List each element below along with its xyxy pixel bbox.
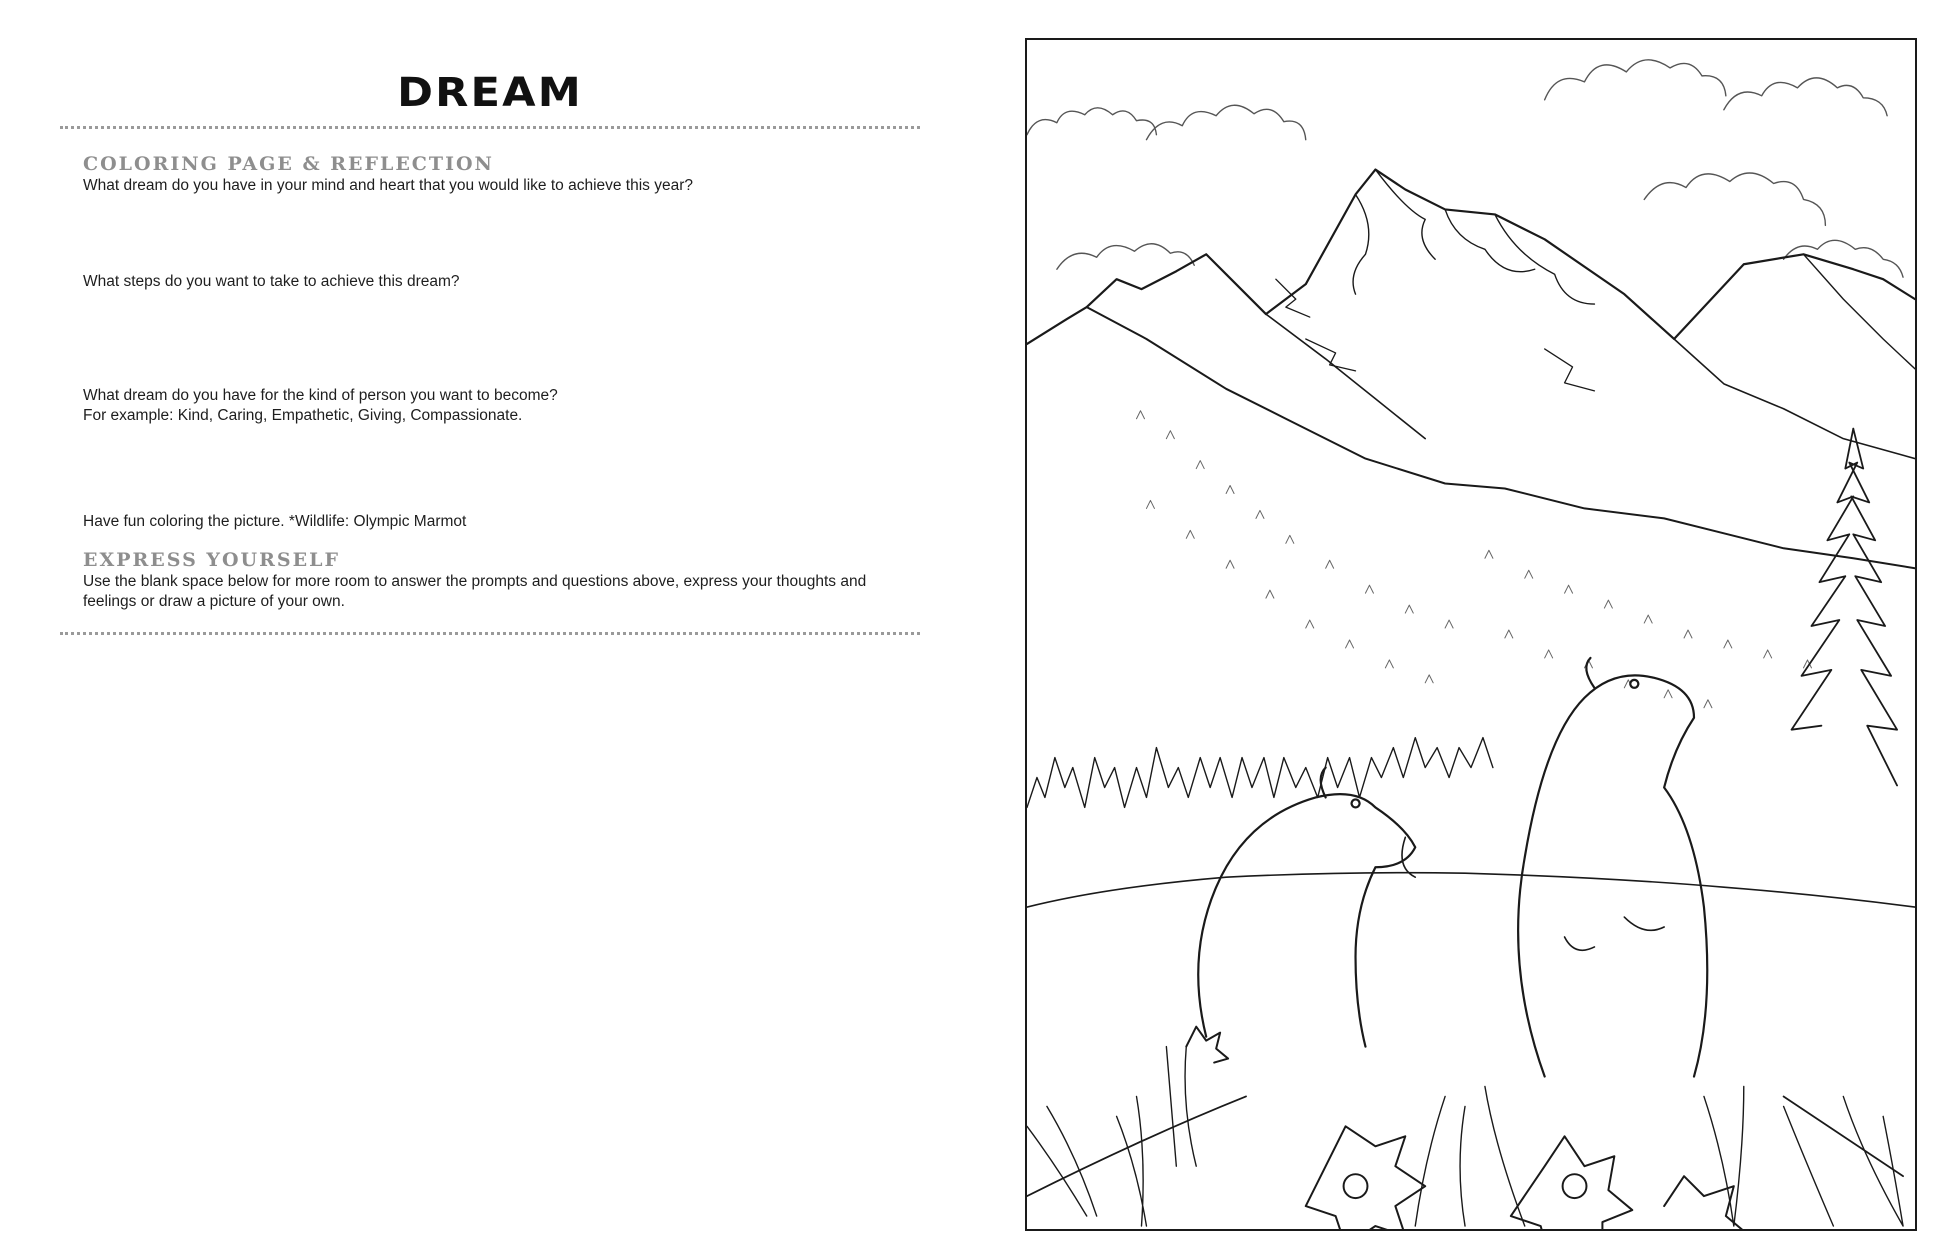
person-question: What dream do you have for the kind of person you want to become?	[83, 387, 558, 404]
reflection-heading: COLORING PAGE & REFLECTION	[83, 153, 494, 175]
marmot-right	[1518, 658, 1707, 1077]
steps-question: What steps do you want to take to achieve this dream?	[83, 273, 460, 290]
bottom-divider	[60, 632, 920, 635]
grass	[1027, 1086, 1903, 1226]
mountains	[1027, 170, 1915, 569]
flowers	[1166, 1027, 1749, 1229]
coloring-illustration	[1025, 38, 1917, 1231]
fir-tree	[1792, 429, 1898, 786]
dream-question: What dream do you have in your mind and heart that you would like to achieve this year?	[83, 177, 694, 194]
marmot-left	[1198, 768, 1415, 1047]
express-instruction: Use the blank space below for more room to answer the prompts and questions above, express your thoughts and feelings or draw a picture of your own.	[83, 573, 867, 610]
clouds	[1027, 60, 1903, 277]
forest-texture	[1137, 411, 1812, 708]
person-example: For example: Kind, Caring, Empathetic, Giving, Compassionate.	[83, 407, 523, 424]
coloring-instruction: Have fun coloring the picture. *Wildlife: Olympic Marmot	[83, 513, 467, 530]
express-heading: EXPRESS YOURSELF	[83, 549, 340, 571]
tree-line	[1027, 738, 1915, 907]
top-divider	[60, 126, 920, 129]
page-title: DREAM	[397, 70, 583, 116]
